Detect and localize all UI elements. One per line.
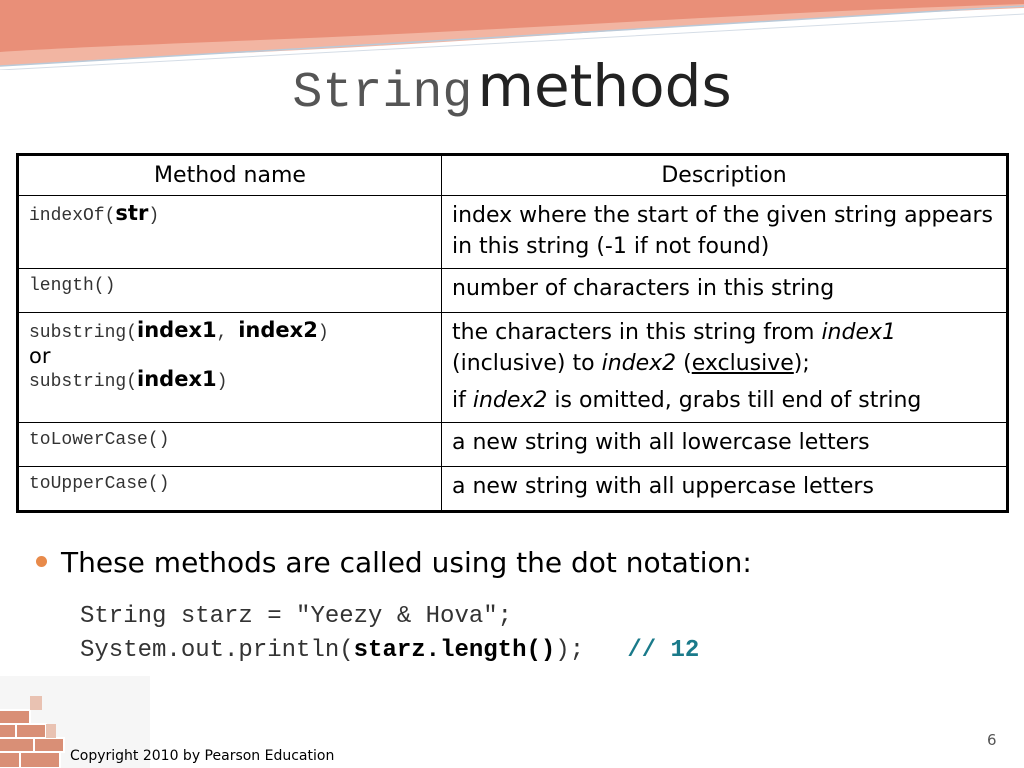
bullet-dot-icon xyxy=(36,556,47,567)
description-text: ( xyxy=(676,351,692,376)
code-text: ); xyxy=(555,637,628,664)
table-header-row xyxy=(18,155,1008,196)
table-row xyxy=(18,423,1008,467)
title-mono-word: String xyxy=(292,65,473,122)
method-signature xyxy=(29,319,433,345)
table-row xyxy=(18,313,1008,423)
exclusive-word: exclusive xyxy=(691,351,794,376)
page-number: 6 xyxy=(987,731,997,749)
method-cell: length() xyxy=(18,269,442,313)
description-text: (inclusive) to xyxy=(452,351,602,376)
method-param: index1 xyxy=(137,318,217,342)
description-text: ); xyxy=(793,351,810,376)
description-text: if xyxy=(452,388,473,413)
method-cell: toLowerCase() xyxy=(18,423,442,467)
method-name: substring( xyxy=(29,323,138,343)
method-cell xyxy=(18,196,442,269)
code-comment: // 12 xyxy=(627,637,700,664)
code-line xyxy=(80,637,699,664)
description-param: index1 xyxy=(821,320,897,345)
copyright-text: Copyright 2010 by Pearson Education xyxy=(70,748,335,764)
header-description: Description xyxy=(442,155,1008,196)
description-text: the characters in this string from xyxy=(452,320,822,345)
table-row xyxy=(18,196,1008,269)
method-param: index2 xyxy=(238,318,318,342)
method-cell xyxy=(18,313,442,423)
method-name: substring( xyxy=(29,372,138,392)
code-line: String starz = "Yeezy & Hova"; xyxy=(80,603,513,630)
method-name: ) xyxy=(317,323,329,343)
description-param: index2 xyxy=(472,388,548,413)
header-method-name: Method name xyxy=(18,155,442,196)
description-cell xyxy=(442,313,1008,423)
method-name: ) xyxy=(216,372,228,392)
method-signature xyxy=(29,368,433,394)
description-cell: a new string with all lowercase letters xyxy=(442,423,1008,467)
method-name: ) xyxy=(148,206,160,226)
code-text: System.out.println( xyxy=(80,637,354,664)
method-name: indexOf( xyxy=(29,206,116,226)
method-param: index1 xyxy=(137,367,217,391)
description-line xyxy=(452,348,998,379)
description-line xyxy=(452,317,998,348)
description-cell: index where the start of the given string appears in this string (-1 if not found) xyxy=(442,196,1008,269)
bullet-text: These methods are called using the dot notation: xyxy=(61,546,752,579)
title-sans-word: methods xyxy=(477,52,732,120)
string-methods-table xyxy=(16,153,1009,513)
description-line xyxy=(452,385,998,416)
description-param: index2 xyxy=(601,351,677,376)
table-row xyxy=(18,467,1008,512)
method-cell: toUpperCase() xyxy=(18,467,442,512)
method-name: , xyxy=(216,323,239,343)
method-param: str xyxy=(115,201,149,225)
slide-title xyxy=(0,52,1024,122)
or-label: or xyxy=(29,344,51,368)
description-cell: number of characters in this string xyxy=(442,269,1008,313)
description-text: is omitted, grabs till end of string xyxy=(547,388,922,413)
code-bold: starz.length() xyxy=(353,637,556,664)
table-row xyxy=(18,269,1008,313)
description-cell: a new string with all uppercase letters xyxy=(442,467,1008,512)
bullet-point xyxy=(36,546,752,579)
